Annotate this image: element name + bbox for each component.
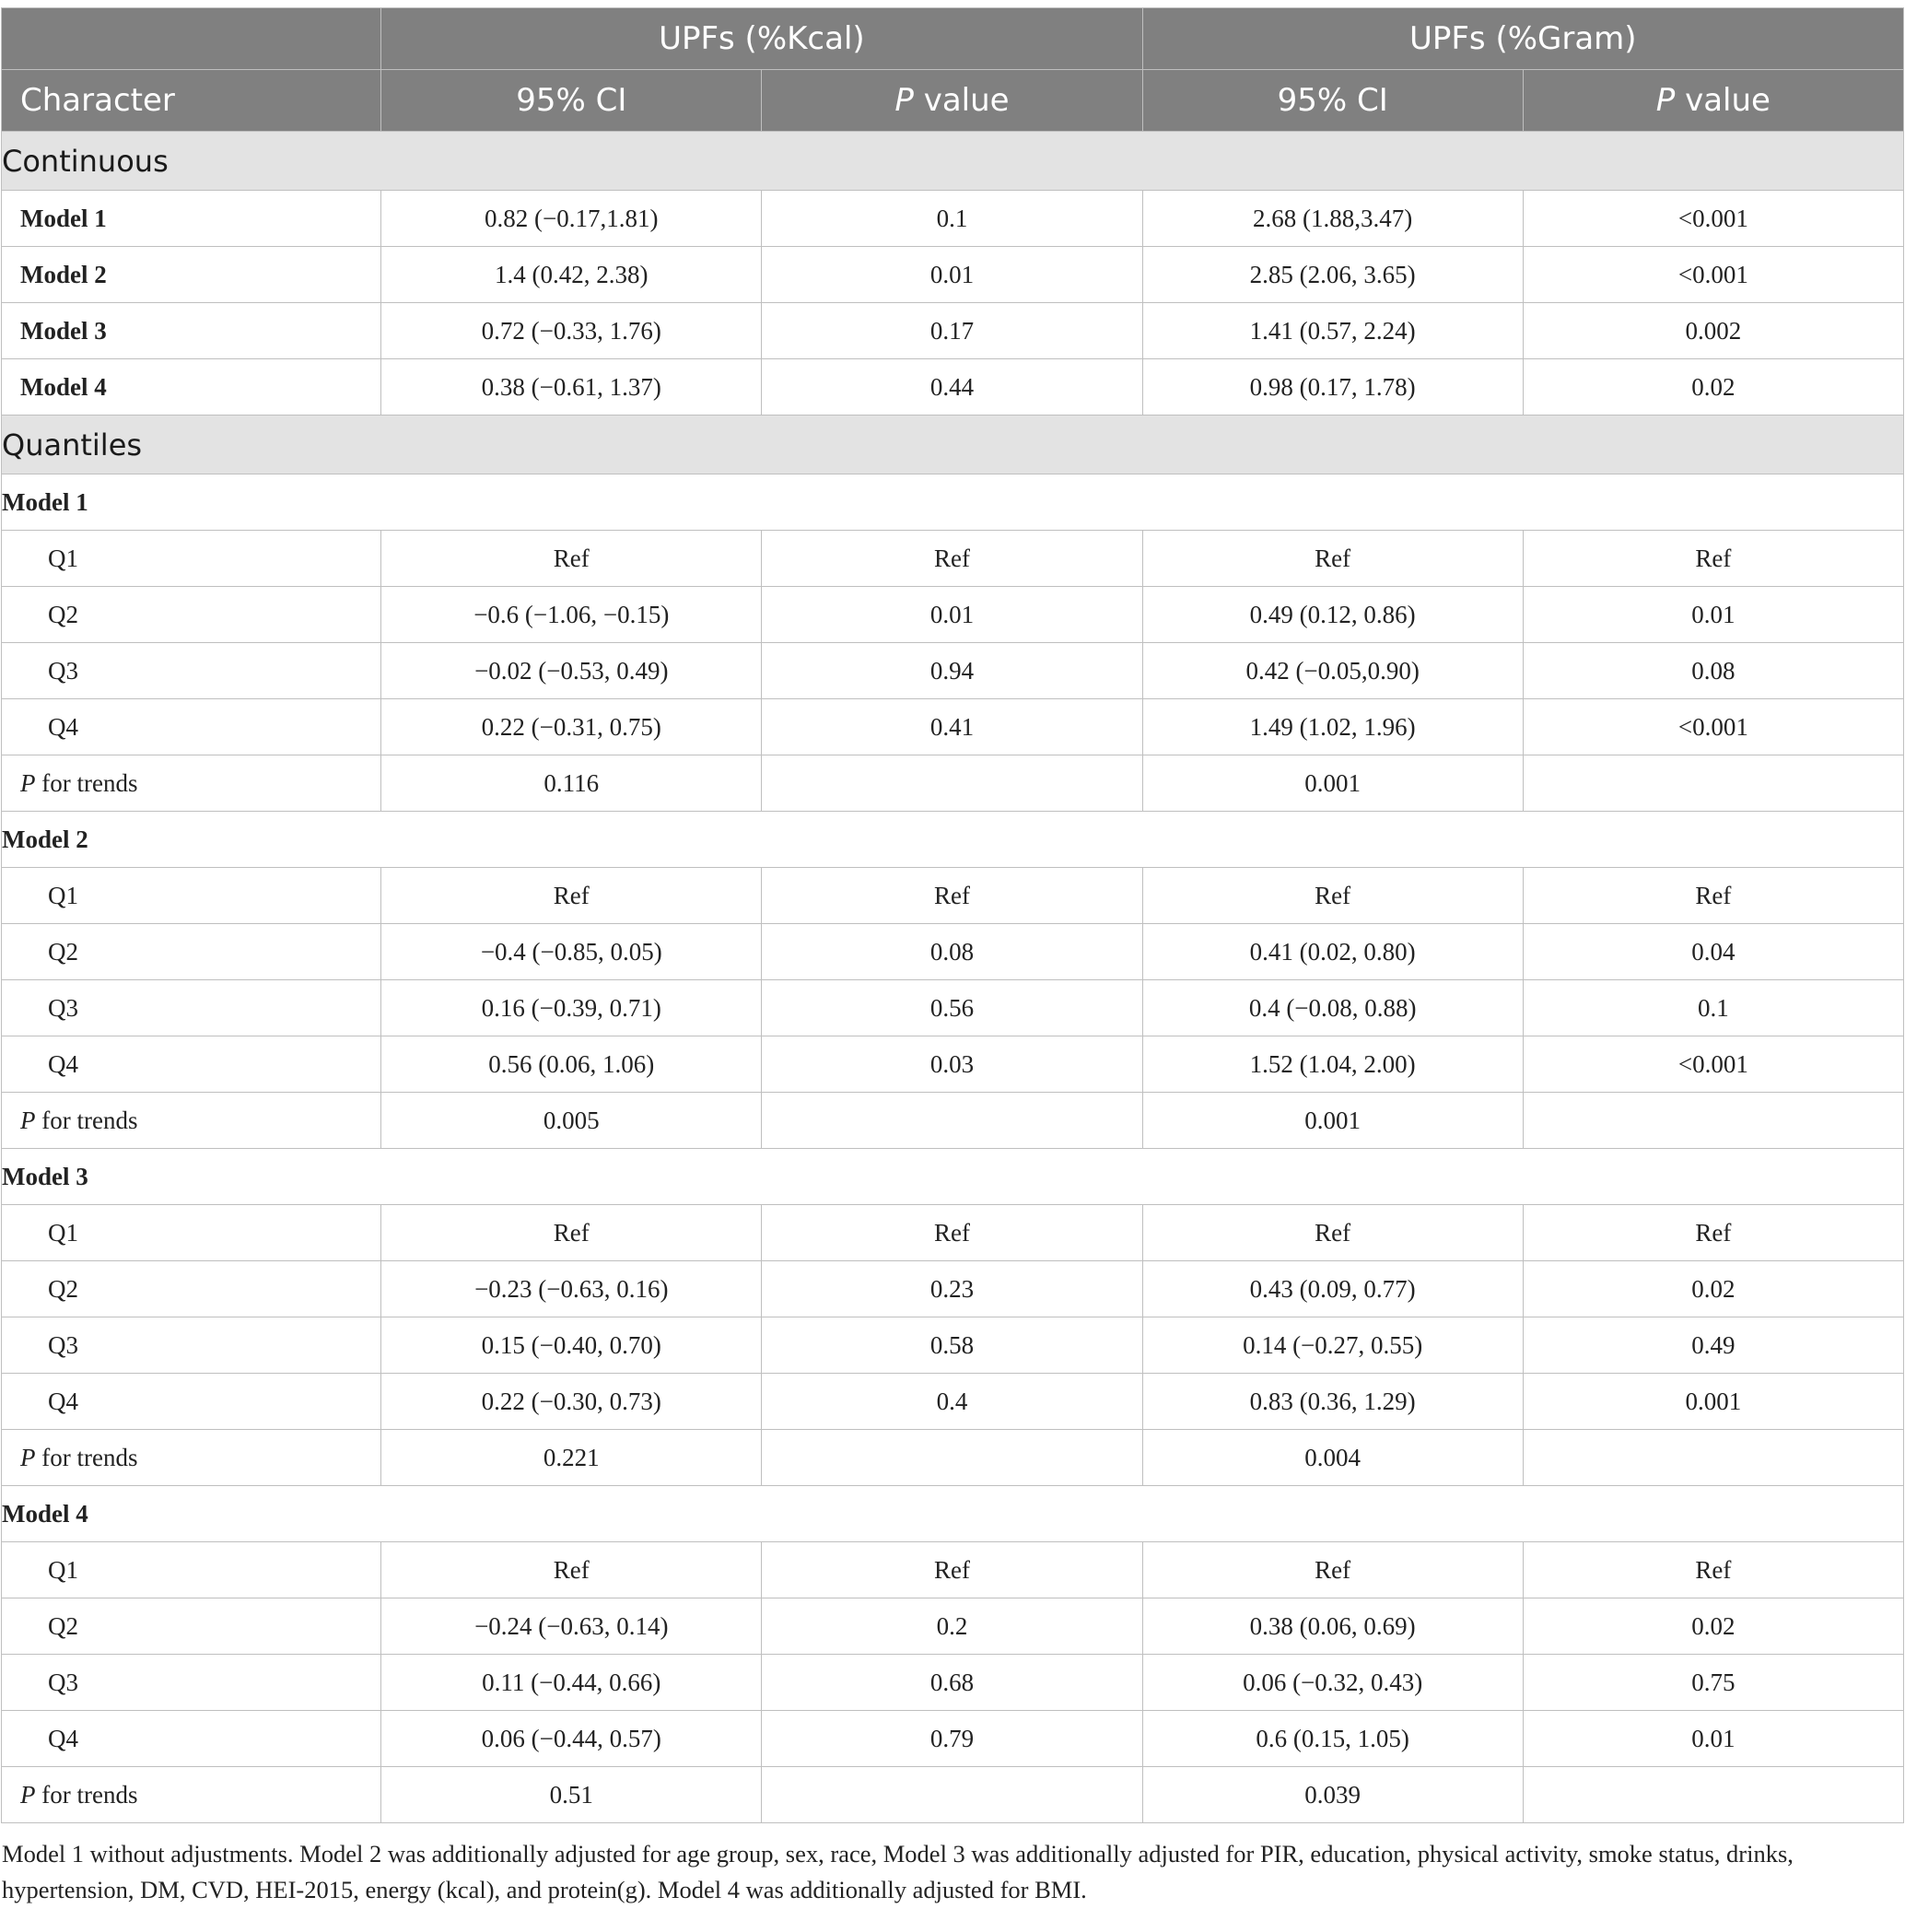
kcal-p-cell: 0.79 [762, 1711, 1142, 1767]
kcal-p-cell: 0.08 [762, 924, 1142, 980]
trend-label [2, 1093, 381, 1149]
p-italic: P [894, 82, 914, 119]
table-row [2, 587, 1904, 643]
gram-p-cell: <0.001 [1523, 247, 1903, 303]
gram-p-cell: Ref [1523, 531, 1903, 587]
gram-p-cell: 0.001 [1523, 1374, 1903, 1430]
trend-row [2, 755, 1904, 812]
empty-cell [1523, 1430, 1903, 1486]
header-group-kcal: UPFs (%Kcal) [381, 8, 1142, 70]
table-row [2, 1317, 1904, 1374]
model-group-row [2, 1486, 1904, 1542]
gram-ci-cell: 0.83 (0.36, 1.29) [1142, 1374, 1523, 1430]
quantile-label: Q3 [2, 643, 381, 699]
trend-gram-cell: 0.039 [1142, 1767, 1523, 1823]
trend-label-p: P [20, 1443, 36, 1471]
gram-p-cell: 0.08 [1523, 643, 1903, 699]
kcal-ci-cell: Ref [381, 1205, 762, 1261]
gram-ci-cell: 1.41 (0.57, 2.24) [1142, 303, 1523, 359]
gram-ci-cell: 0.41 (0.02, 0.80) [1142, 924, 1523, 980]
kcal-p-cell: Ref [762, 531, 1142, 587]
gram-p-cell: 0.01 [1523, 587, 1903, 643]
kcal-ci-cell: Ref [381, 531, 762, 587]
trend-kcal-cell: 0.005 [381, 1093, 762, 1149]
gram-p-cell: Ref [1523, 1542, 1903, 1598]
empty-cell [762, 1767, 1142, 1823]
quantile-label: Q1 [2, 1205, 381, 1261]
kcal-ci-cell: 0.38 (−0.61, 1.37) [381, 359, 762, 416]
kcal-ci-cell: 0.15 (−0.40, 0.70) [381, 1317, 762, 1374]
p-italic: P [1655, 82, 1676, 119]
quantile-label: Q3 [2, 980, 381, 1036]
gram-ci-cell: 0.38 (0.06, 0.69) [1142, 1598, 1523, 1655]
gram-p-cell: 0.02 [1523, 1261, 1903, 1317]
model-group-label: Model 1 [2, 474, 1904, 531]
gram-p-cell: 0.02 [1523, 1598, 1903, 1655]
trend-row [2, 1093, 1904, 1149]
gram-p-cell: 0.02 [1523, 359, 1903, 416]
kcal-ci-cell: −0.23 (−0.63, 0.16) [381, 1261, 762, 1317]
header-group-row [2, 8, 1904, 70]
gram-ci-cell: 0.14 (−0.27, 0.55) [1142, 1317, 1523, 1374]
model-group-label: Model 3 [2, 1149, 1904, 1205]
kcal-p-cell: 0.58 [762, 1317, 1142, 1374]
header-kcal-p [762, 70, 1142, 132]
model-group-label: Model 4 [2, 1486, 1904, 1542]
gram-ci-cell: 0.4 (−0.08, 0.88) [1142, 980, 1523, 1036]
quantile-label: Q3 [2, 1317, 381, 1374]
quantile-label: Q1 [2, 868, 381, 924]
gram-ci-cell: Ref [1142, 868, 1523, 924]
table-row [2, 191, 1904, 247]
kcal-p-cell: 0.41 [762, 699, 1142, 755]
gram-ci-cell: 2.68 (1.88,3.47) [1142, 191, 1523, 247]
trend-label-rest: for trends [35, 768, 138, 797]
gram-ci-cell: 0.98 (0.17, 1.78) [1142, 359, 1523, 416]
gram-p-cell: <0.001 [1523, 1036, 1903, 1093]
kcal-p-cell: 0.56 [762, 980, 1142, 1036]
kcal-p-cell: Ref [762, 868, 1142, 924]
header-kcal-ci: 95% CI [381, 70, 762, 132]
gram-p-cell: 0.04 [1523, 924, 1903, 980]
table-row [2, 1036, 1904, 1093]
trend-gram-cell: 0.001 [1142, 1093, 1523, 1149]
trend-row [2, 1767, 1904, 1823]
kcal-p-cell: 0.4 [762, 1374, 1142, 1430]
quantile-label: Q1 [2, 531, 381, 587]
table-row [2, 1598, 1904, 1655]
table-row [2, 1655, 1904, 1711]
trend-label-p: P [20, 1780, 36, 1809]
trend-label [2, 1430, 381, 1486]
trend-gram-cell: 0.004 [1142, 1430, 1523, 1486]
header-corner [2, 8, 381, 70]
header-group-gram: UPFs (%Gram) [1142, 8, 1903, 70]
gram-p-cell: 0.002 [1523, 303, 1903, 359]
model-group-row [2, 812, 1904, 868]
trend-label-rest: for trends [35, 1780, 138, 1809]
kcal-ci-cell: Ref [381, 1542, 762, 1598]
footnote: Model 1 without adjustments. Model 2 was additionally adjusted for age group, sex, race, Model 3 was additionally adjusted for PIR, education, physical activity, smoke status, drinks, hypertension, DM, CVD, HEI-2015, energy (kcal), and protein(g). Model 4 was additionally adjusted for BMI. [2, 1840, 1794, 1903]
kcal-ci-cell: 0.82 (−0.17,1.81) [381, 191, 762, 247]
row-label: Model 1 [2, 191, 381, 247]
table-row [2, 1711, 1904, 1767]
kcal-ci-cell: 0.22 (−0.31, 0.75) [381, 699, 762, 755]
gram-ci-cell: 0.43 (0.09, 0.77) [1142, 1261, 1523, 1317]
model-group-label: Model 2 [2, 812, 1904, 868]
kcal-p-cell: 0.01 [762, 247, 1142, 303]
gram-ci-cell: 0.06 (−0.32, 0.43) [1142, 1655, 1523, 1711]
row-label: Model 4 [2, 359, 381, 416]
quantile-label: Q4 [2, 1036, 381, 1093]
gram-ci-cell: Ref [1142, 1542, 1523, 1598]
gram-p-cell: 0.49 [1523, 1317, 1903, 1374]
kcal-p-cell: 0.94 [762, 643, 1142, 699]
quantile-label: Q2 [2, 587, 381, 643]
kcal-ci-cell: −0.6 (−1.06, −0.15) [381, 587, 762, 643]
kcal-ci-cell: 0.22 (−0.30, 0.73) [381, 1374, 762, 1430]
kcal-ci-cell: 0.11 (−0.44, 0.66) [381, 1655, 762, 1711]
kcal-ci-cell: 0.06 (−0.44, 0.57) [381, 1711, 762, 1767]
kcal-ci-cell: 0.16 (−0.39, 0.71) [381, 980, 762, 1036]
trend-kcal-cell: 0.221 [381, 1430, 762, 1486]
quantile-label: Q2 [2, 1261, 381, 1317]
empty-cell [762, 1093, 1142, 1149]
table-row [2, 1205, 1904, 1261]
kcal-ci-cell: 1.4 (0.42, 2.38) [381, 247, 762, 303]
gram-ci-cell: 0.6 (0.15, 1.05) [1142, 1711, 1523, 1767]
gram-p-cell: Ref [1523, 1205, 1903, 1261]
quantile-label: Q1 [2, 1542, 381, 1598]
trend-row [2, 1430, 1904, 1486]
table-row [2, 643, 1904, 699]
table-row [2, 924, 1904, 980]
kcal-p-cell: 0.17 [762, 303, 1142, 359]
quantile-label: Q3 [2, 1655, 381, 1711]
trend-label-p: P [20, 1106, 36, 1134]
p-rest: value [913, 82, 1010, 119]
kcal-ci-cell: −0.24 (−0.63, 0.14) [381, 1598, 762, 1655]
header-character: Character [2, 70, 381, 132]
trend-kcal-cell: 0.51 [381, 1767, 762, 1823]
quantile-label: Q2 [2, 924, 381, 980]
kcal-p-cell: Ref [762, 1205, 1142, 1261]
gram-p-cell: 0.01 [1523, 1711, 1903, 1767]
gram-ci-cell: Ref [1142, 531, 1523, 587]
trend-label-rest: for trends [35, 1443, 138, 1471]
gram-ci-cell: 1.49 (1.02, 1.96) [1142, 699, 1523, 755]
kcal-ci-cell: Ref [381, 868, 762, 924]
header-gram-p [1523, 70, 1903, 132]
trend-kcal-cell: 0.116 [381, 755, 762, 812]
table-body [2, 132, 1904, 1823]
results-table [1, 7, 1904, 1823]
kcal-p-cell: 0.03 [762, 1036, 1142, 1093]
table-row [2, 1261, 1904, 1317]
kcal-p-cell: Ref [762, 1542, 1142, 1598]
gram-p-cell: <0.001 [1523, 699, 1903, 755]
table-row [2, 303, 1904, 359]
trend-label [2, 755, 381, 812]
trend-gram-cell: 0.001 [1142, 755, 1523, 812]
gram-p-cell: <0.001 [1523, 191, 1903, 247]
kcal-p-cell: 0.23 [762, 1261, 1142, 1317]
table-row [2, 980, 1904, 1036]
table-row [2, 868, 1904, 924]
gram-ci-cell: 0.49 (0.12, 0.86) [1142, 587, 1523, 643]
row-label: Model 3 [2, 303, 381, 359]
section-quantiles [2, 416, 1904, 474]
p-rest: value [1675, 82, 1771, 119]
kcal-ci-cell: −0.02 (−0.53, 0.49) [381, 643, 762, 699]
kcal-p-cell: 0.01 [762, 587, 1142, 643]
model-group-row [2, 1149, 1904, 1205]
kcal-ci-cell: 0.72 (−0.33, 1.76) [381, 303, 762, 359]
gram-p-cell: 0.1 [1523, 980, 1903, 1036]
table-row [2, 1374, 1904, 1430]
trend-label-p: P [20, 768, 36, 797]
gram-ci-cell: 2.85 (2.06, 3.65) [1142, 247, 1523, 303]
table-row [2, 1542, 1904, 1598]
kcal-ci-cell: 0.56 (0.06, 1.06) [381, 1036, 762, 1093]
gram-ci-cell: 0.42 (−0.05,0.90) [1142, 643, 1523, 699]
table-row [2, 699, 1904, 755]
kcal-p-cell: 0.44 [762, 359, 1142, 416]
table-row [2, 531, 1904, 587]
gram-p-cell: 0.75 [1523, 1655, 1903, 1711]
quantile-label: Q4 [2, 1711, 381, 1767]
trend-label [2, 1767, 381, 1823]
table-container [0, 7, 1905, 1908]
section-label: Continuous [2, 132, 1904, 191]
empty-cell [1523, 1767, 1903, 1823]
gram-p-cell: Ref [1523, 868, 1903, 924]
kcal-p-cell: 0.68 [762, 1655, 1142, 1711]
kcal-p-cell: 0.2 [762, 1598, 1142, 1655]
header-column-row [2, 70, 1904, 132]
empty-cell [762, 755, 1142, 812]
quantile-label: Q4 [2, 1374, 381, 1430]
kcal-ci-cell: −0.4 (−0.85, 0.05) [381, 924, 762, 980]
table-row [2, 359, 1904, 416]
quantile-label: Q4 [2, 699, 381, 755]
header-gram-ci: 95% CI [1142, 70, 1523, 132]
empty-cell [1523, 755, 1903, 812]
model-group-row [2, 474, 1904, 531]
gram-ci-cell: 1.52 (1.04, 2.00) [1142, 1036, 1523, 1093]
row-label: Model 2 [2, 247, 381, 303]
kcal-p-cell: 0.1 [762, 191, 1142, 247]
table-row [2, 247, 1904, 303]
section-continuous [2, 132, 1904, 191]
empty-cell [1523, 1093, 1903, 1149]
gram-ci-cell: Ref [1142, 1205, 1523, 1261]
trend-label-rest: for trends [35, 1106, 138, 1134]
empty-cell [762, 1430, 1142, 1486]
quantile-label: Q2 [2, 1598, 381, 1655]
section-label: Quantiles [2, 416, 1904, 474]
